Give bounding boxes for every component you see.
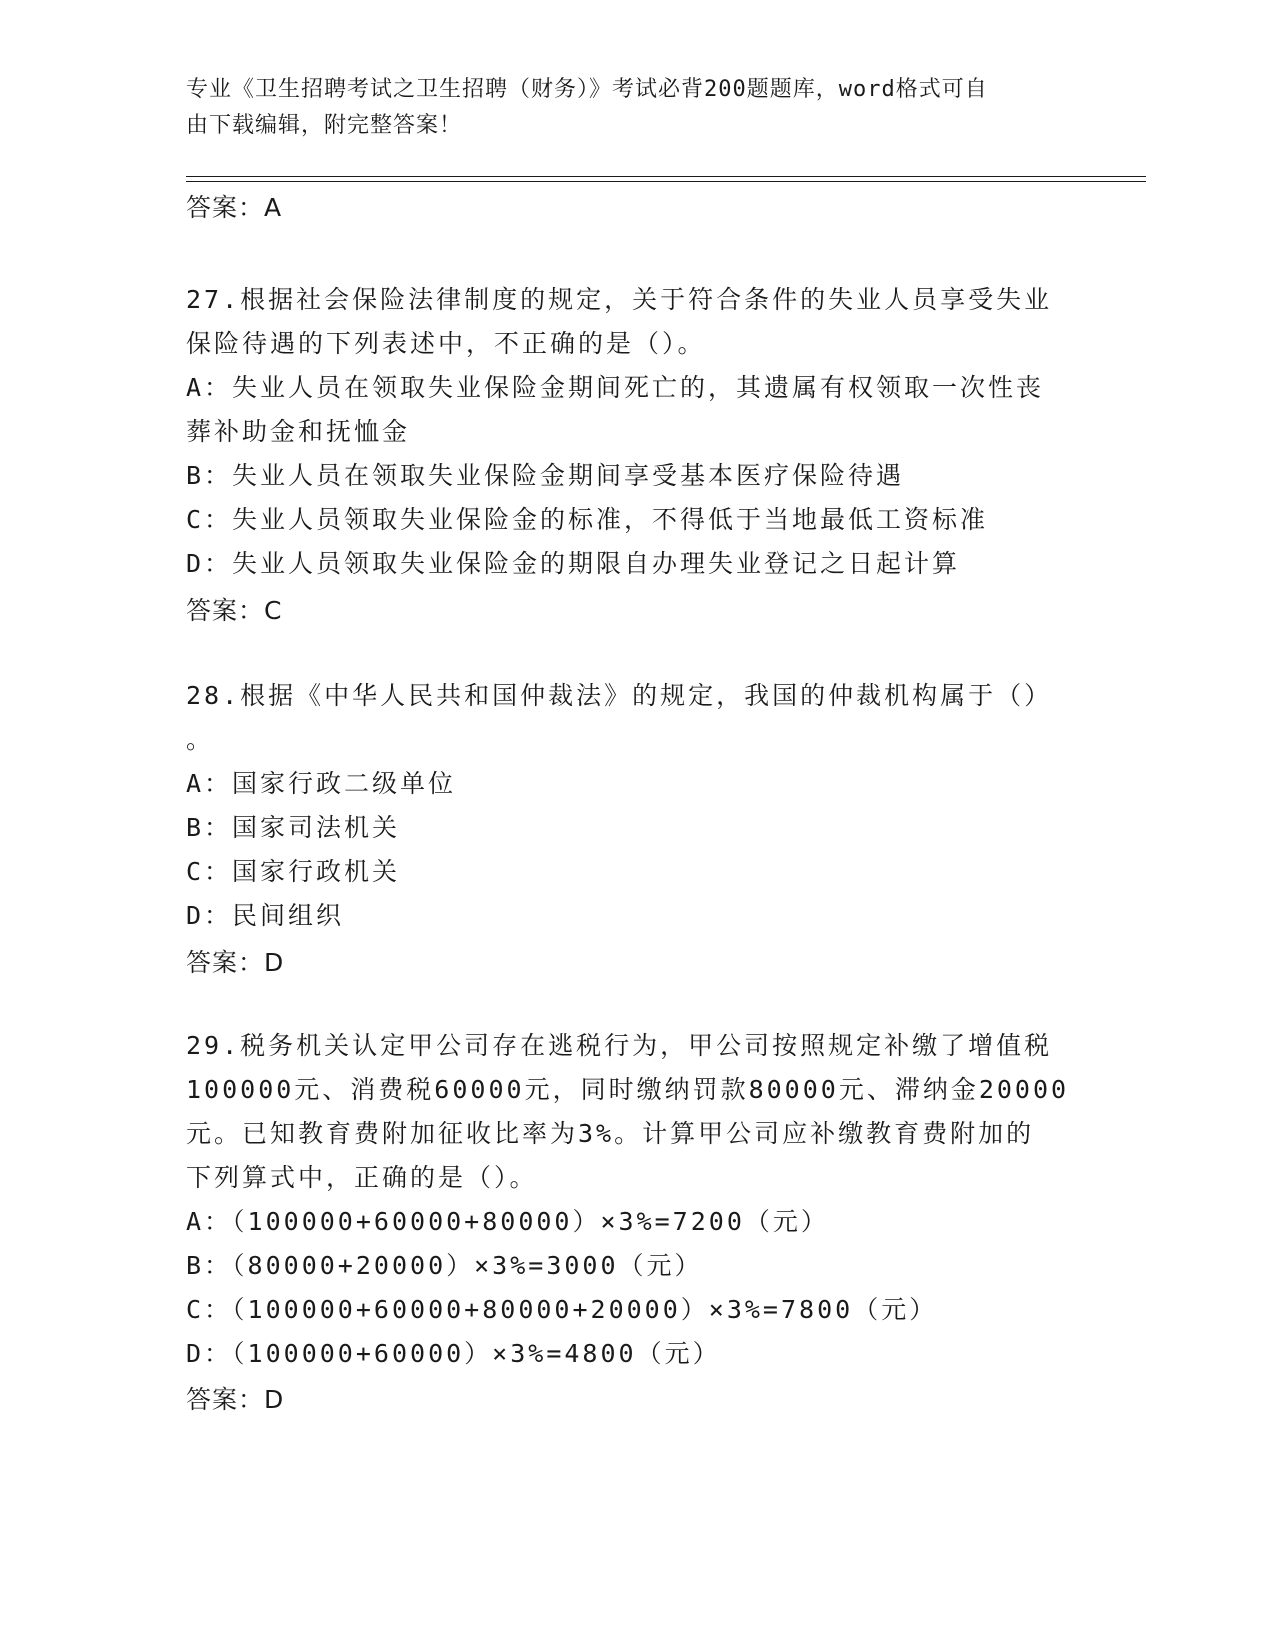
previous-answer: 答案：A	[186, 193, 283, 222]
header-divider-top	[186, 176, 1146, 177]
question-29-option-a: A：（100000+60000+80000）×3%=7200（元）	[186, 1207, 829, 1236]
question-27-option-a-line-2: 葬补助金和抚恤金	[186, 417, 411, 446]
question-27-option-d: D：失业人员领取失业保险金的期限自办理失业登记之日起计算	[186, 549, 961, 578]
header-line-2: 由下载编辑，附完整答案！	[186, 113, 463, 138]
question-29-option-b: B：（80000+20000）×3%=3000（元）	[186, 1251, 703, 1280]
question-29-line-3: 元。已知教育费附加征收比率为3%。计算甲公司应补缴教育费附加的	[186, 1119, 1035, 1148]
question-29-answer: 答案：D	[186, 1385, 285, 1414]
question-28-answer: 答案：D	[186, 948, 285, 977]
question-27-line-2: 保险待遇的下列表述中，不正确的是（）。	[186, 329, 706, 358]
question-29-line-4: 下列算式中，正确的是（）。	[186, 1163, 538, 1192]
question-27-option-b: B：失业人员在领取失业保险金期间享受基本医疗保险待遇	[186, 461, 905, 490]
header-divider-bottom	[186, 181, 1146, 182]
question-29-option-d: D：（100000+60000）×3%=4800（元）	[186, 1339, 721, 1368]
question-27-option-a-line-1: A：失业人员在领取失业保险金期间死亡的，其遗属有权领取一次性丧	[186, 373, 1045, 402]
question-29-line-1: 29.税务机关认定甲公司存在逃税行为，甲公司按照规定补缴了增值税	[186, 1031, 1053, 1060]
question-28-option-d: D：民间组织	[186, 901, 345, 930]
question-29-line-2: 100000元、消费税60000元，同时缴纳罚款80000元、滞纳金20000	[186, 1075, 1070, 1104]
question-27-line-1: 27.根据社会保险法律制度的规定，关于符合条件的失业人员享受失业	[186, 285, 1053, 314]
question-27-option-c: C：失业人员领取失业保险金的标准，不得低于当地最低工资标准	[186, 505, 989, 534]
question-29-option-c: C：（100000+60000+80000+20000）×3%=7800（元）	[186, 1295, 938, 1324]
question-28-line-1: 28.根据《中华人民共和国仲裁法》的规定，我国的仲裁机构属于（）	[186, 681, 1053, 710]
document-header	[186, 72, 1066, 144]
question-28-option-c: C：国家行政机关	[186, 857, 401, 886]
header-line-1: 专业《卫生招聘考试之卫生招聘（财务）》考试必背200题题库，word格式可自	[186, 77, 988, 102]
question-28-line-2: 。	[186, 725, 215, 754]
question-27-answer: 答案：C	[186, 596, 283, 625]
question-28-option-b: B：国家司法机关	[186, 813, 401, 842]
question-28-option-a: A：国家行政二级单位	[186, 769, 457, 798]
